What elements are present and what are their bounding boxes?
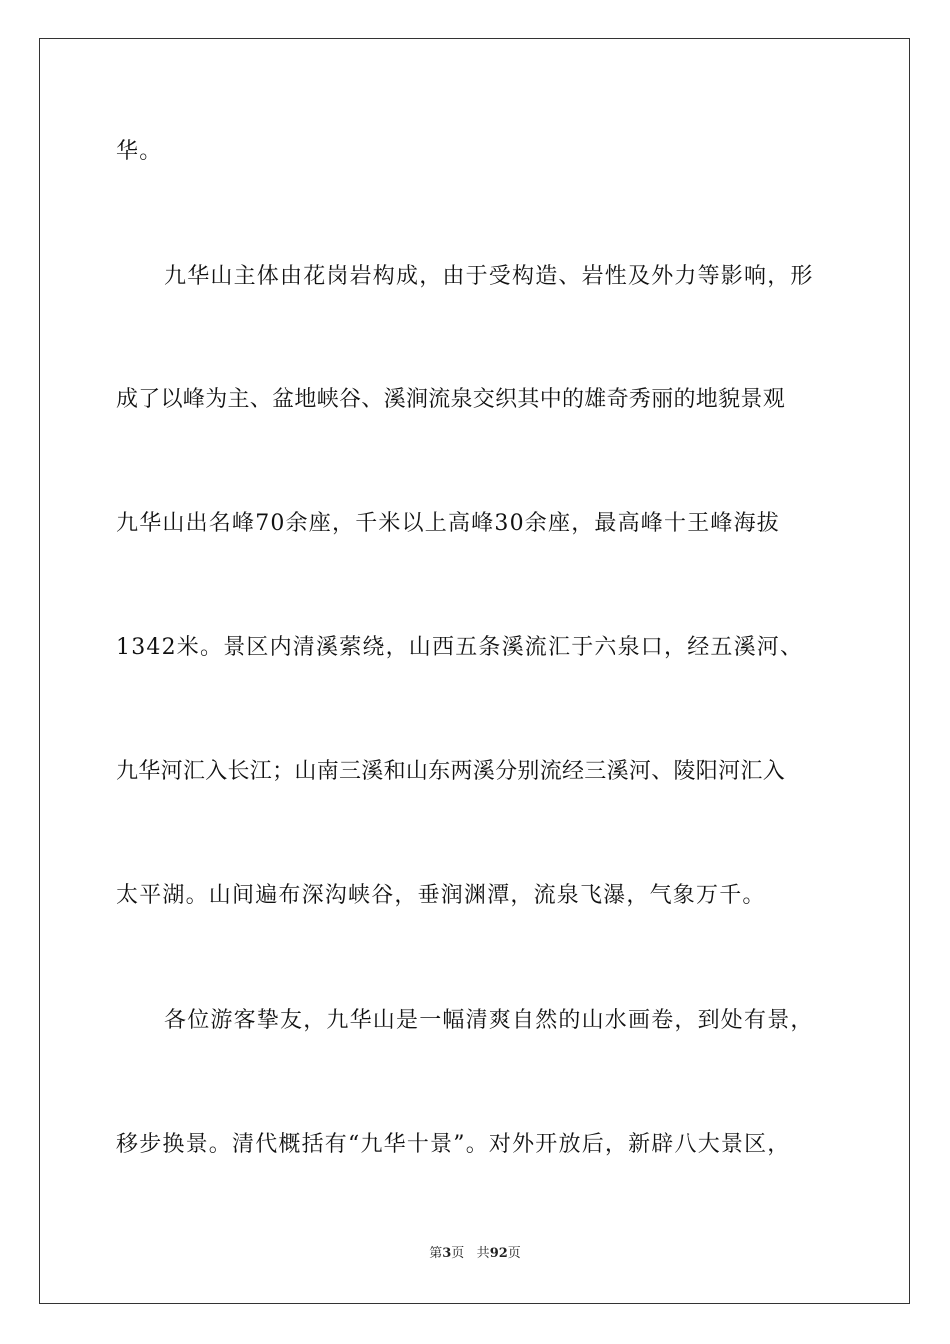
page-suffix: 页	[451, 1246, 465, 1261]
text-line: 移步换景。清代概括有“九华十景”。对外开放后，新辟八大景区，	[116, 1132, 791, 1157]
page-prefix: 第	[429, 1246, 443, 1261]
page-number: 3	[442, 1246, 452, 1261]
total-prefix: 共	[476, 1246, 490, 1261]
text-line: 成了以峰为主、盆地峡谷、溪涧流泉交织其中的雄奇秀丽的地貌景观	[116, 387, 786, 412]
page-border	[39, 38, 910, 1304]
text-line: 华。	[116, 139, 163, 164]
text-line: 九华河汇入长江；山南三溪和山东两溪分别流经三溪河、陵阳河汇入	[116, 759, 786, 784]
paragraph-first-line: 九华山主体由花岗岩构成，由于受构造、岩性及外力等影响，形	[164, 264, 814, 289]
text-line: 九华山出名峰70余座，千米以上高峰30余座，最高峰十王峰海拔	[116, 511, 780, 536]
total-suffix: 页	[507, 1246, 521, 1261]
text-line: 1342米。景区内清溪萦绕，山西五条溪流汇于六泉口，经五溪河、	[116, 635, 804, 660]
text-line: 太平湖。山间遍布深沟峡谷，垂润渊潭，流泉飞瀑，气象万千。	[116, 883, 766, 908]
paragraph-first-line: 各位游客挚友，九华山是一幅清爽自然的山水画卷，到处有景，	[164, 1008, 814, 1033]
total-pages: 92	[489, 1246, 508, 1261]
page-footer	[0, 1245, 950, 1263]
